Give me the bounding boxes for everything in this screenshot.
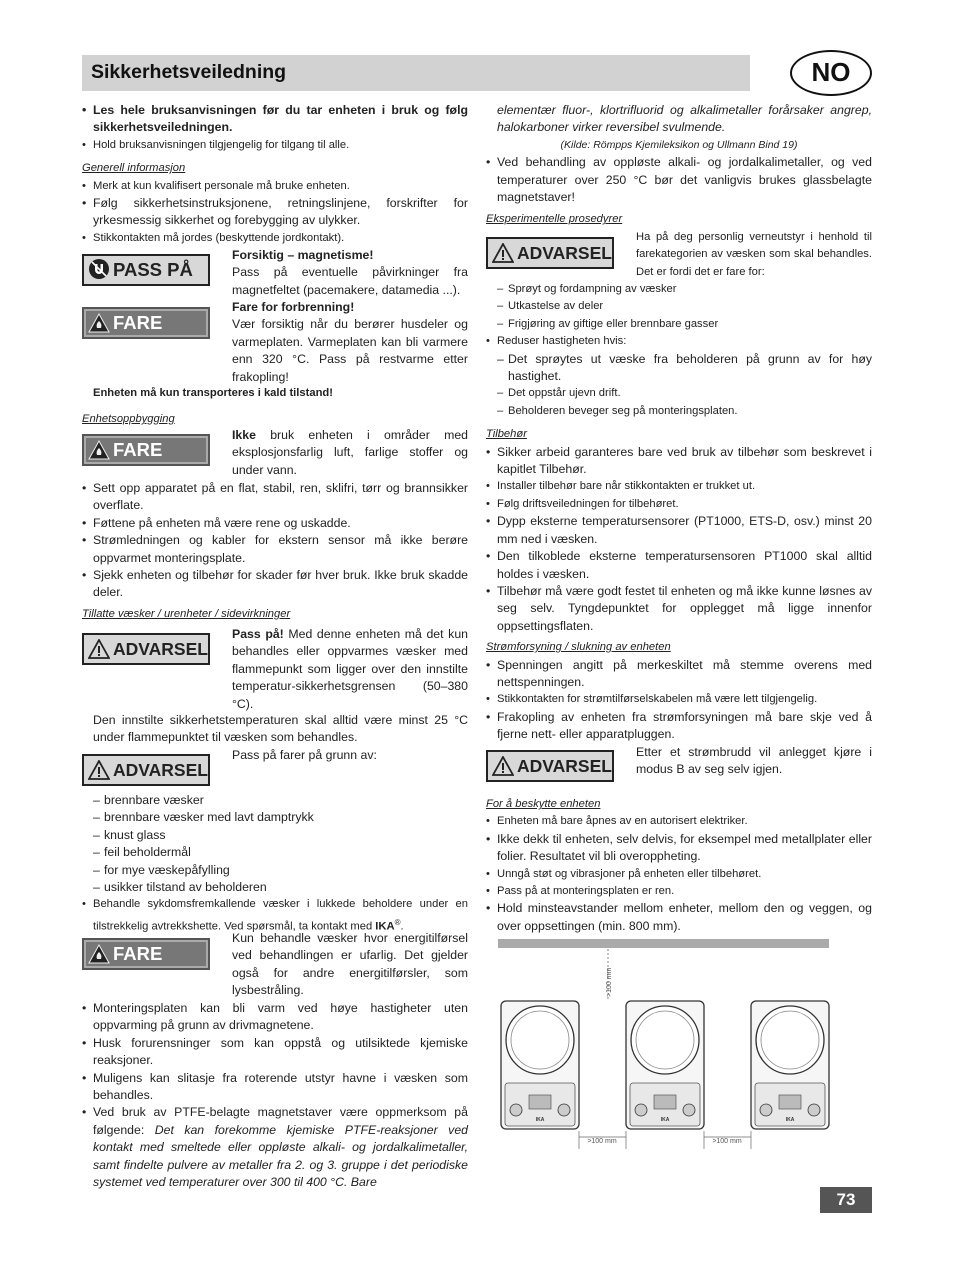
spacing-diagram (497, 937, 833, 1153)
energy-note: Kun behandle væsker hvor energitilførsel ved behandlingen er ufarlig. Det gjelder også for andre energitilførsler, som lysbestråling. (232, 931, 468, 998)
protect-item-2: • Ikke dekk til enheten, selv delvis, for eksempel med metallplater eller folier. Resultatet vil bli overoppheting. (486, 831, 872, 866)
device-1-brand: IKA (535, 1117, 545, 1123)
device-2 (626, 1001, 704, 1129)
warning-triangle-icon (492, 243, 514, 263)
protect-heading: For å beskytte enheten (486, 798, 601, 810)
fire-warning-icon (88, 440, 110, 460)
burn-note (232, 299, 468, 386)
explosion-note (232, 427, 468, 479)
ptfe-lead: Ved bruk av PTFE-belagte magnetstaver være oppmerksom på følgende: (93, 1105, 468, 1137)
risk-item-1: – Sprøyt og fordampning av væsker (486, 281, 872, 298)
top-distance-label: >100 mm (606, 967, 613, 997)
device-2-brand: IKA (660, 1117, 670, 1123)
protect-item-1: • Enheten må bare åpnes av en autorisert elektriker. (486, 813, 872, 830)
intro-bold-text: Les hele bruksanvisningen før du tar enheten i bruk og følg sikkerhetsveiledningen. (93, 103, 468, 135)
accessory-item-1: • Sikker arbeid garanteres bare ved bruk av tilbehør som beskrevet i kapitlet Tilbehør. (486, 444, 872, 479)
device-1 (501, 1001, 579, 1129)
accessory-item-2: • Installer tilbehør bare når stikkontakten er trukket ut. (486, 478, 872, 495)
power-item-1: • Spenningen angitt på merkeskiltet må stemme overens med nettspenningen. (486, 657, 872, 692)
danger-item-4: – feil beholdermål (82, 844, 468, 861)
flashpoint-note (232, 626, 468, 713)
protect-item-5: • Hold minsteavstander mellom enheter, mellom den og veggen, og over oppsettingen (min. 800 mm). (486, 900, 872, 935)
fire-warning-icon (88, 313, 110, 333)
setup-heading: Enhetsoppbygging (82, 413, 175, 425)
accessory-item-5: • Den tilkoblede eksterne temperatursensoren PT1000 skal alltid holdes i væsken. (486, 548, 872, 583)
closed-containers-item: • Behandle sykdomsfremkallende væsker i lukkede beholdere under en tilstrekkelig avtrekkshette. Ved spørsmål, ta kontakt med IKA®. (82, 896, 468, 936)
fare-box-1 (82, 307, 210, 339)
general-item-2: • Følg sikkerhetsinstruksjonene, retningslinjene, forskrifter for yrkesmessig sikkerhet og forebygging av ulykker. (82, 195, 468, 230)
intro-text: Hold bruksanvisningen tilgjengelig for tilgang til alle. (93, 138, 350, 151)
advarsel-box-4 (486, 750, 614, 782)
risk-item-2: – Utkastelse av deler (486, 298, 872, 315)
danger-item-5: – for mye væskepåfylling (82, 862, 468, 879)
risk-list (486, 281, 872, 744)
fare-3-label: FARE (113, 943, 163, 964)
setup-list (82, 480, 468, 623)
plate-list (82, 1000, 468, 1191)
left-column (82, 102, 468, 247)
closed-containers-text: Behandle sykdomsfremkallende væsker i lukkede beholdere under en tilstrekkelig avtrekkshette. Ved spørsmål, ta kontakt med (93, 898, 468, 933)
protect-list (486, 792, 872, 935)
burn-text: Vær forsiktig når du berører husdeler og varmeplaten. Varmeplaten kan bli varmere enn 320 °C. Pass på restvarme etter frakopling! (232, 317, 468, 384)
transport-note: Enheten må kun transporteres i kald tilstand! (93, 387, 333, 399)
right-column-top (486, 102, 872, 229)
advarsel-box-2 (82, 754, 210, 786)
power-heading: Strømforsyning / slukning av enheten (486, 641, 671, 654)
advarsel-1-label: ADVARSEL (113, 639, 208, 659)
advarsel-4-label: ADVARSEL (517, 756, 612, 776)
pass-pa-bold: Pass på! (232, 627, 284, 641)
impurities-item: • Husk forurensninger som kan oppstå og utilsiktede kjemiske reaksjoner. (82, 1035, 468, 1070)
source-note: (Kilde: Römpps Kjemileksikon og Ullmann Bind 19) (560, 138, 798, 151)
general-item-1: • Merk at kun kvalifisert personale må bruke enheten. (82, 178, 468, 195)
dangers-list (82, 792, 468, 936)
power-item-3: • Frakopling av enheten fra strømforsyningen må bare skje ved å fjerne nett- eller apparatpluggen. (486, 709, 872, 744)
ptfe-italic: Det kan forekomme kjemiske PTFE-reaksjoner ved kontakt med smeltede eller oppløste alkali- og jordalkalimetaller, samt findelte pulvere av metaller fra 2. og 3. gruppe i det periodiske systemet ved temperaturer over 300 til 400 °C. Bare (93, 1122, 469, 1190)
reduce-sub-1: – Det sprøytes ut væske fra beholderen på grunn av for høy hastighet. (486, 351, 872, 386)
ikke-bold: Ikke (232, 428, 256, 442)
warning-triangle-icon (492, 756, 514, 776)
fare-1-label: FARE (113, 312, 163, 333)
reduce-sub-3: – Beholderen beveger seg på monteringsplaten. (486, 403, 872, 420)
burn-title: Fare for forbrenning! (232, 300, 355, 314)
advarsel-box-1 (82, 633, 210, 665)
setup-item-3: • Strømledningen og kabler for ekstern sensor må ikke berøre oppvarmet monteringsplate. (82, 532, 468, 567)
danger-item-6: – usikker tilstand av beholderen (82, 879, 468, 896)
magnetism-text-span: Pass på eventuelle påvirkninger fra magnetfeltet (pacemakere, datamedia ...). (232, 265, 468, 297)
advarsel-2-label: ADVARSEL (113, 760, 208, 780)
accessory-item-4: • Dypp eksterne temperatursensorer (PT1000, ETS-D, osv.) minst 20 mm ned i væsken. (486, 513, 872, 548)
power-item-2: • Stikkontakten for strømtilførselskabelen må være lett tilgjengelig. (486, 691, 872, 708)
experimental-heading: Eksperimentelle prosedyrer (486, 213, 623, 226)
general-info-heading: Generell informasjon (82, 162, 186, 175)
wall-shelf (498, 939, 829, 948)
danger-item-1: – brennbare væsker (82, 792, 468, 809)
general-item-3: • Stikkontakten må jordes (beskyttende jordkontakt). (82, 230, 468, 247)
fare-2-label: FARE (113, 439, 163, 460)
reduce-item: • Reduser hastigheten hvis: (486, 333, 872, 350)
intro-item (82, 137, 468, 154)
gap-2-label: >100 mm (712, 1138, 742, 1145)
setup-item-2: • Føttene på enheten må være rene og uskadde. (82, 515, 468, 532)
flashpoint-text: Med denne enheten må det kun behandles eller oppvarmes væsker med flammepunkt som ligger over den innstilte temperatur-sikkerhetsgrensen (50–380 °C). (232, 627, 468, 711)
glass-magnet-item: • Ved behandling av oppløste alkali- og jordalkalimetaller, og ved temperaturer over 250 °C bør det vanligvis brukes glassbelagte magnetstaver! (486, 154, 872, 206)
protect-item-3: • Unngå støt og vibrasjoner på enheten eller tilbehøret. (486, 866, 872, 883)
dangers-intro: Pass på farer på grunn av: (232, 748, 377, 762)
setup-item-1: • Sett opp apparatet på en flat, stabil, ren, sklifri, tørr og brannsikker overflate. (82, 480, 468, 515)
plate-hot-item: • Monteringsplaten kan bli varm ved høye hastigheter uten oppvarming på grunn av drivmagnetene. (82, 1000, 468, 1035)
magnetism-text (232, 264, 468, 299)
protect-item-4: • Pass på at monteringsplaten er ren. (486, 883, 872, 900)
page-title: Sikkerhetsveiledning (91, 61, 287, 83)
pass-pa-label: PASS PÅ (113, 259, 193, 280)
magnet-warning-icon (88, 258, 110, 280)
ppe-note: Ha på deg personlig verneutstyr i henhold til farekategorien av væsken som skal behandles. Det er fordi det er fare for: (636, 231, 872, 278)
danger-item-3: – knust glass (82, 827, 468, 844)
magnetism-note (232, 247, 468, 299)
fare-box-2 (82, 434, 210, 466)
reduce-sub-2: – Det oppstår ujevn drift. (486, 385, 872, 402)
abrasion-item: • Muligens kan slitasje fra roterende utstyr havne i væsken som behandles. (82, 1070, 468, 1105)
intro-bold-item (82, 102, 468, 137)
magnetism-title: Forsiktig – magnetisme! (232, 248, 374, 262)
language-badge: NO (790, 50, 872, 96)
setup-item-4: • Sjekk enheten og tilbehør for skader før hver bruk. Ikke bruk skadde deler. (82, 567, 468, 602)
liquids-heading: Tillatte væsker / urenheter / sidevirkninger (82, 607, 291, 620)
advarsel-3-label: ADVARSEL (517, 243, 612, 263)
fire-warning-icon (88, 944, 110, 964)
accessory-item-6: • Tilbehør må være godt festet til enheten og må ikke kunne løsnes av seg selv. Tyngdepunktet for opplegget må ligge innenfor oppsettingsflaten. (486, 583, 872, 635)
safety-temp-note: Den innstilte sikkerhetstemperaturen skal alltid være minst 25 °C under flammepunktet til væsken som behandles. (93, 713, 468, 745)
gap-1-label: >100 mm (587, 1138, 617, 1145)
accessories-heading: Tilbehør (486, 428, 527, 441)
ptfe-continued: elementær fluor-, klortrifluorid og alkalimetaller forårsaker angrep, halokarboner virker reversibel svulmende. (497, 103, 872, 135)
restart-note: Etter et strømbrudd vil anlegget kjøre i modus B av seg selv igjen. (636, 745, 872, 777)
device-3 (751, 1001, 829, 1129)
warning-triangle-icon (88, 639, 110, 659)
ptfe-item (82, 1104, 468, 1191)
advarsel-box-3 (486, 237, 614, 269)
accessory-item-3: • Følg driftsveiledningen for tilbehøret. (486, 496, 872, 513)
danger-item-2: – brennbare væsker med lavt damptrykk (82, 809, 468, 826)
explosion-text: bruk enheten i områder med eksplosjonsfarlig luft, farlige stoffer og under vann. (232, 428, 468, 477)
pass-pa-box (82, 254, 210, 286)
ika-brand: IKA (375, 920, 395, 933)
warning-triangle-icon (88, 760, 110, 780)
risk-item-3: – Frigjøring av giftige eller brennbare gasser (486, 316, 872, 333)
fare-box-3 (82, 938, 210, 970)
device-3-brand: IKA (785, 1117, 795, 1123)
page-number: 73 (820, 1187, 872, 1213)
